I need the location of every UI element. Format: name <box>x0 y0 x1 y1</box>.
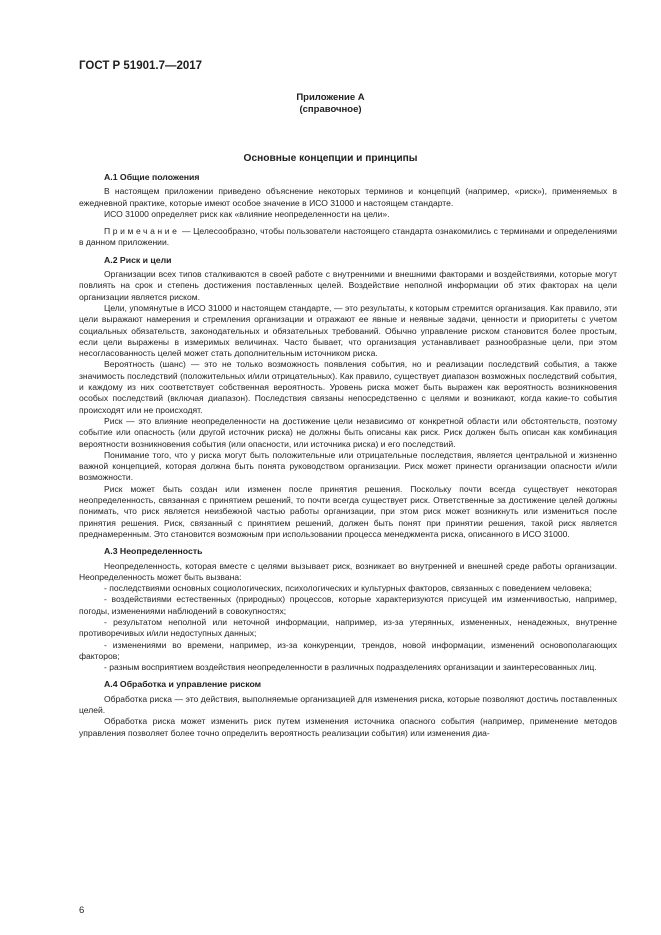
appendix-title: Приложение А <box>296 92 365 103</box>
note-label: Примечание <box>104 226 180 237</box>
list-item: - изменениями во времени, например, из-за конкуренции, трендов, новой информации, изменений основополагающих факторов; <box>79 639 617 661</box>
paragraph: Цели, упомянутые в ИСО 31000 и настоящем стандарте, — это результаты, к которым стремится организация. Как правило, эти цели выражают намерения и стремления организации и отражают ее явные и неявные задачи, ценности и приоритеты с учетом социальных обязательств, законодательных и обязательных требований. Обычно управление риском становится более простым, если цели выражены в измеримых величинах. Часто бывает, что организация устанавливает разнообразные цели, при этом несогласованность целей может стать дополнительным источником риска. <box>79 302 617 359</box>
paragraph: Риск — это влияние неопределенности на достижение цели независимо от конкретной области или обстоятельств, поэтому событие или опасность (или другой источник риска) не должны быть описаны как риск. Риск должен быть описан как комбинация вероятности возникновения события (или опасности, или источника риска) и его последствий. <box>79 415 617 449</box>
appendix-subtitle: (справочное) <box>299 104 362 115</box>
list-item: - результатом неполной или неточной информации, например, из-за утерянных, измененных, ненадежных, внутренне противоречивых и/или недоступных данных; <box>79 616 617 639</box>
paragraph: Неопределенность, которая вместе с целями вызывает риск, возникает во внутренней и внешней среде работы организации. Неопределенность может быть вызвана: <box>79 560 617 582</box>
paragraph: Вероятность (шанс) — это не только возможность появления события, но и реализации последствий события, а также значимость последствий (положительных и/или отрицательных). Как правило, существует диапазон возможных последствий события, и каждому из них соответствует собственная вероятность. Уровень риска может быть выражен как вероятность возникновения особых последствий (включая диапазон). Последствия связаны непосредственно с целями и возникают, когда какие-то события происходят или не происходят. <box>79 359 617 415</box>
section-heading-a3: А.3 Неопределенность <box>104 546 203 557</box>
body-content <box>79 172 617 739</box>
section-heading-a1: А.1 Общие положения <box>104 172 200 182</box>
document-code: ГОСТ Р 51901.7—2017 <box>79 60 203 72</box>
list-item: - воздействиями естественных (природных) процессов, которые характеризуются присущей им изменчивостью, например, погоды, изменениями наблюдений в совокупностях; <box>79 594 617 616</box>
page-number: 6 <box>79 905 85 916</box>
list-item: - последствиями основных социологических, психологических и культурных факторов, связанных с поведением человека; <box>104 583 592 594</box>
section-heading-a2: А.2 Риск и цели <box>104 254 172 265</box>
paragraph: Организации всех типов сталкиваются в своей работе с внутренними и внешними факторами и воздействиями, которые могут повлиять на срок и степень достижения поставленных целей. Воздействие неполной информации об этих факторах на цели организации является риском. <box>79 269 617 302</box>
paragraph: Обработка риска — это действия, выполняемые организацией для изменения риска, которые позволяют достичь поставленных целей. <box>79 693 617 716</box>
note-text: — Целесообразно, чтобы пользователи настоящего стандарта ознакомились с терминами и определениями в данном приложении. <box>79 226 617 248</box>
paragraph: Риск может быть создан или изменен после принятия решения. Поскольку почти всегда существует некоторая неопределенность, связанная с принятием решений, то почти всегда существует риск. Ответственные за достижение целей должны понимать, что риск является неизбежной частью работы организации, при этом риск может возникнуть или измениться после принятия решения. Риск, связанный с принятием решений, должен быть понят при принятии решения, такой риск является преднамеренным. Это становится возможным при использовании процесса менеджмента риска, описанного в ИСО 31000. <box>79 483 617 539</box>
paragraph: Понимание того, что у риска могут быть положительные или отрицательные последствия, является центральной и жизненно важной концепцией, которая должна быть понята руководством организации. Риск может принести организации опасности и/или возможности. <box>79 449 617 483</box>
paragraph: ИСО 31000 определяет риск как «влияние неопределенности на цели». <box>104 208 390 219</box>
main-title: Основные концепции и принципы <box>243 153 418 164</box>
note-paragraph <box>79 226 617 249</box>
paragraph: В настоящем приложении приведено объяснение некоторых терминов и концепций (например, «риск»), применяемых в ежедневной практике, которые имеют особое значение в ИСО 31000 и настоящем стандарте. <box>79 186 617 208</box>
paragraph: Обработка риска может изменить риск путем изменения источника опасного события (например, применение методов управления позволяет более точно определить вероятность реализации события) или изменения диа- <box>79 716 617 738</box>
list-item: - разным восприятием воздействия неопределенности в различных подразделениях организации и заинтересованных лиц. <box>104 662 597 673</box>
section-heading-a4: А.4 Обработка и управление риском <box>104 679 262 690</box>
